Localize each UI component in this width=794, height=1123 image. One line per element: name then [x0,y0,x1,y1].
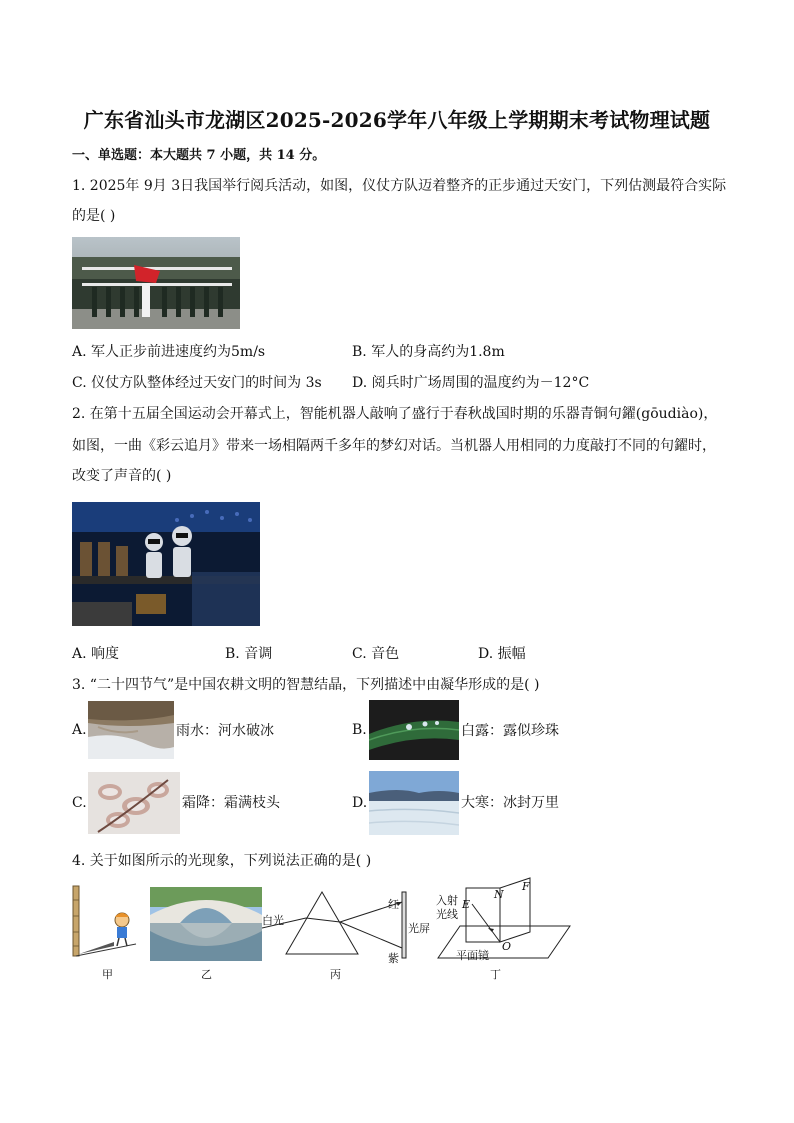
robot-bells-photo [72,502,260,626]
q1-stem-line2: 的是( ) [72,208,116,224]
q2-option-c: C. 音色 [352,646,400,662]
frost-leaves-photo [88,772,180,834]
river-ice-photo [88,701,174,759]
mirror-label: 平面镜 [456,949,489,962]
q1-option-a: A. 军人正步前进速度约为5m/s [72,344,266,360]
q3-stem: 3. “二十四节气”是中国农耕文明的智慧结晶，下列描述中由凝华形成的是( ) [72,677,540,693]
point-f-label: F [522,880,530,893]
point-n-label: N [494,888,504,901]
q1-option-b: B. 军人的身高约为1.8m [352,344,505,360]
page-title: 广东省汕头市龙湖区2025-2026学年八年级上学期期末考试物理试题 [83,108,711,132]
ray-label: 光线 [436,908,458,921]
figure-ding-label: 丁 [490,968,501,981]
red-label: 红 [388,898,399,911]
figure-yi-bridge-photo [150,887,262,961]
q2-option-a: A. 响度 [72,646,120,662]
q3-option-a-text: 雨水：河水破冰 [176,723,274,739]
q3-option-b-text: 白露：露似珍珠 [461,723,559,739]
parade-photo [72,237,240,329]
q3-option-d-text: 大寒：冰封万里 [461,795,559,811]
figure-jia-label: 甲 [102,968,113,981]
q2-option-b: B. 音调 [225,646,273,662]
q1-option-d: D. 阅兵时广场周围的温度约为－12°C [352,375,590,391]
point-e-label: E [462,898,471,911]
figure-bing-prism [262,888,432,966]
q3-option-d-letter: D. [352,795,368,811]
q2-stem-line1: 2. 在第十五届全国运动会开幕式上，智能机器人敲响了盛行于春秋战国时期的乐器青铜句鑃(gōudiào)， [72,406,718,422]
white-light-label: 白光 [262,914,284,927]
figure-jia-shadow [70,884,142,964]
q2-option-d: D. 振幅 [478,646,526,662]
q2-stem-line3: 改变了声音的( ) [72,468,172,484]
q3-option-a-letter: A. [72,722,87,738]
frozen-lake-photo [369,771,459,835]
figure-yi-label: 乙 [201,968,212,981]
q3-option-c-letter: C. [72,795,87,811]
q4-stem: 4. 关于如图所示的光现象，下列说法正确的是( ) [72,853,372,869]
section-heading: 一、单选题：本大题共 7 小题，共 14 分。 [72,148,326,163]
q1-option-c: C. 仪仗方队整体经过天安门的时间为 3s [72,375,322,391]
figure-bing-label: 丙 [330,968,341,981]
q1-stem-line1: 1. 2025年 9月 3日我国举行阅兵活动，如图，仪仗方队迈着整齐的正步通过天安门，下列估测最符合实际 [72,178,727,194]
q3-option-b-letter: B. [352,722,367,738]
screen-label: 光屏 [408,922,430,935]
incident-label: 入射 [436,894,458,907]
point-o-label: O [502,940,512,953]
purple-label: 紫 [388,952,399,965]
q2-stem-line2: 如图，一曲《彩云追月》带来一场相隔两千多年的梦幻对话。当机器人用相同的力度敲打不同的句鑃时， [72,438,716,454]
dew-leaf-photo [369,700,459,760]
q3-option-c-text: 霜降：霜满枝头 [182,795,280,811]
